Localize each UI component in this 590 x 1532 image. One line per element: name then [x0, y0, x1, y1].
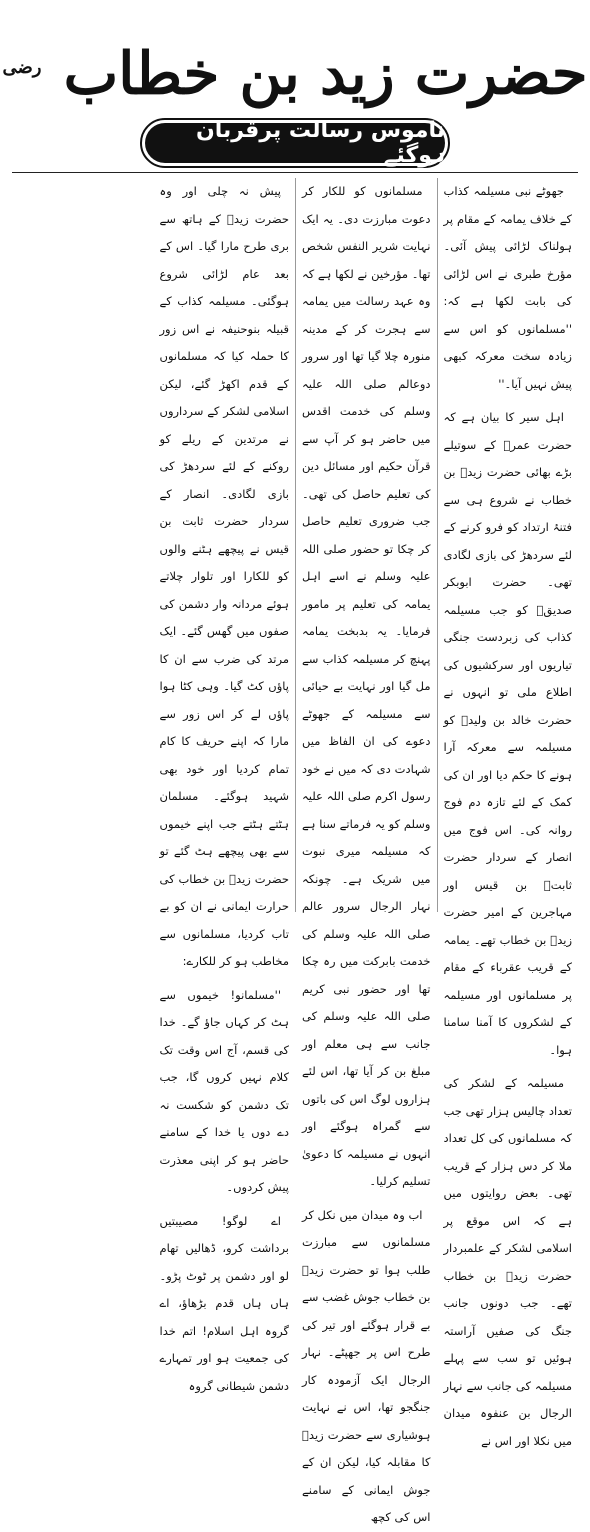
- paragraph: ''مسلمانو! خیموں سے ہٹ کر کہاں جاؤ گے۔ خدا کی قسم، آج اس وقت تک کلام نہیں کروں گا، جب تک دشمن کو شکست نہ دے دوں یا خدا کے سامنے حاضر ہو کر اپنی معذرت پیش کردوں۔: [159, 987, 289, 1194]
- paragraph: مسلمانوں کو للکار کر دعوت مبارزت دی۔ یہ ایک نہایت شریر النفس شخص تھا۔ مؤرخین نے لکھا ہے کہ وہ عہد رسالت میں یمامہ سے ہجرت کر کے مدینہ منورہ چلا گیا تھا اور سرور دوعالم صلی اللہ علیہ وسلم کی خدمت اقدس میں حاضر ہو کر آپ سے قرآن حکیم اور مسائل دین کی تعلیم حاصل کی تھی۔ جب ضروری تعلیم حاصل کر چکا تو حضور صلی اللہ علیہ وسلم نے اسے اہل یمامہ کی تعلیم پر مامور فرمایا۔ یہ بدبخت یمامہ پہنچ کر مسیلمہ کذاب سے مل گیا اور نہایت بے حیائی سے مسیلمہ کے جھوٹے دعوے کی ان الفاظ میں شہادت دی کہ میں نے خود رسول اکرم صلی اللہ علیہ وسلم کو یہ فرماتے سنا ہے کہ مسیلمہ میری نبوت میں شریک ہے۔ چونکہ نہار الرجال سرور عالم صلی اللہ علیہ وسلم کی خدمت بابرکت میں رہ چکا تھا اور حضور نبی کریم صلی اللہ علیہ وسلم کی جانب سے ہی معلم اور مبلغ بن کر آیا تھا، اس لئے ہزاروں لوگ اس کی باتوں سے گمراہ ہوگئے اور انہوں نے مسیلمہ کا دعویٰ تسلیم کرلیا۔: [302, 184, 431, 1188]
- article-columns: [12, 178, 578, 1524]
- title-main: حضرت زید بن خطاب: [63, 39, 588, 108]
- paragraph: جھوٹے نبی مسیلمہ کذاب کے خلاف یمامہ کے مقام پر ہولناک لڑائی پیش آئی۔ مؤرخ طبری نے اس لڑائی کی بابت لکھا ہے کہ: ''مسلمانوں کو اس سے زیادہ سخت معرکہ کبھی پیش نہیں آیا۔'': [443, 184, 572, 391]
- article-title: [0, 28, 590, 199]
- subtitle-banner-frame: [140, 118, 450, 168]
- paragraph: اے لوگو! مصیبتیں برداشت کرو، ڈھالیں تھام لو اور دشمن پر ٹوٹ پڑو۔ ہاں ہاں قدم بڑھاؤ، اے گروہ اہل اسلام! اتم خدا کی جمعیت ہو اور تمہارے دشمن شیطانی گروہ: [159, 1213, 289, 1393]
- title-honorific: رضی: [2, 57, 42, 78]
- column-middle-left: [154, 178, 296, 1393]
- column-right: [437, 178, 579, 1448]
- paragraph: اہل سیر کا بیان ہے کہ حضرت عمرؓ کے سوتیلے بڑے بھائی حضرت زیدؓ بن خطاب نے شروع ہی سے فتنۂ ارتداد کو فرو کرنے کے لئے سردھڑ کی بازی لگادی تھی۔ حضرت ابوبکر صدیقؓ کو جب مسیلمہ کذاب کی زبردست جنگی تیاریوں اور سرکشیوں کی اطلاع ملی تو انہوں نے حضرت خالد بن ولیدؓ کو مسیلمہ سے معرکہ آرا ہونے کا حکم دیا اور ان کی کمک کے لئے تازہ دم فوج روانہ کی۔ اس فوج میں انصار کے سردار حضرت ثابتؓ بن قیس اور مہاجرین کے امیر حضرت زیدؓ بن خطاب تھے۔ یمامہ کے قریب عقرباء کے مقام پر مسلمانوں اور مسیلمہ کے لشکروں کا آمنا سامنا ہوا۔: [443, 410, 572, 1057]
- column-middle-right: [295, 178, 437, 1524]
- paragraph: پیش نہ چلی اور وہ حضرت زیدؓ کے ہاتھ سے بری طرح مارا گیا۔ اس کے بعد عام لڑائی شروع ہوگئی۔ مسیلمہ کذاب کے قبیلہ بنوحنیفہ نے اس زور کا حملہ کیا کہ مسلمانوں کے قدم اکھڑ گئے، لیکن اسلامی لشکر کے سرداروں نے مرتدین کے ریلے کو روکنے کے لئے سردھڑ کی بازی لگادی۔ انصار کے سردار حضرت ثابت بن قیس نے پیچھے ہٹنے والوں کو للکارا اور تلوار چلاتے ہوئے مردانہ وار دشمن کی صفوں میں گھس گئے۔ ایک مرتد کی ضرب سے ان کا پاؤں کٹ گیا۔ وہی کٹا ہوا پاؤں لے کر اس زور سے مارا کہ اپنے حریف کا کام تمام کردیا اور خود بھی شہید ہوگئے۔ مسلمان ہٹتے ہٹتے جب اپنے خیموں سے بھی پیچھے ہٹ گئے تو حضرت زیدؓ بن خطاب کی حرارت ایمانی نے ان کو بے تاب کردیا، مسلمانوں سے مخاطب ہو کر للکارے:: [159, 184, 289, 968]
- paragraph: مسیلمہ کے لشکر کی تعداد چالیس ہزار تھی جب کہ مسلمانوں کی کل تعداد ملا کر دس ہزار کے قریب تھی۔ بعض روایتوں میں ہے کہ اس موقع پر اسلامی لشکر کے علمبردار حضرت زیدؓ بن خطاب تھے۔ جب دونوں جانب جنگ کی صفیں آراستہ ہوئیں تو سب سے پہلے مسیلمہ کی جانب سے نہار الرجال بن عنفوہ میدان میں نکلا اور اس نے: [443, 1076, 572, 1448]
- top-divider: [12, 172, 578, 173]
- subtitle-banner: ناموس رسالت پرقربان ہوگئے: [145, 123, 445, 163]
- paragraph: اب وہ میدان میں نکل کر مسلمانوں سے مبارزت طلب ہوا تو حضرت زیدؓ بن خطاب جوش غضب سے بے قرار ہوگئے اور تیر کی طرح اس پر جھپٹے۔ نہار الرجال ایک آزمودہ کار جنگجو تھا، اس نے نہایت ہوشیاری سے حضرت زیدؓ کا مقابلہ کیا، لیکن ان کے جوش ایمانی کے سامنے اس کی کچھ: [302, 1207, 431, 1524]
